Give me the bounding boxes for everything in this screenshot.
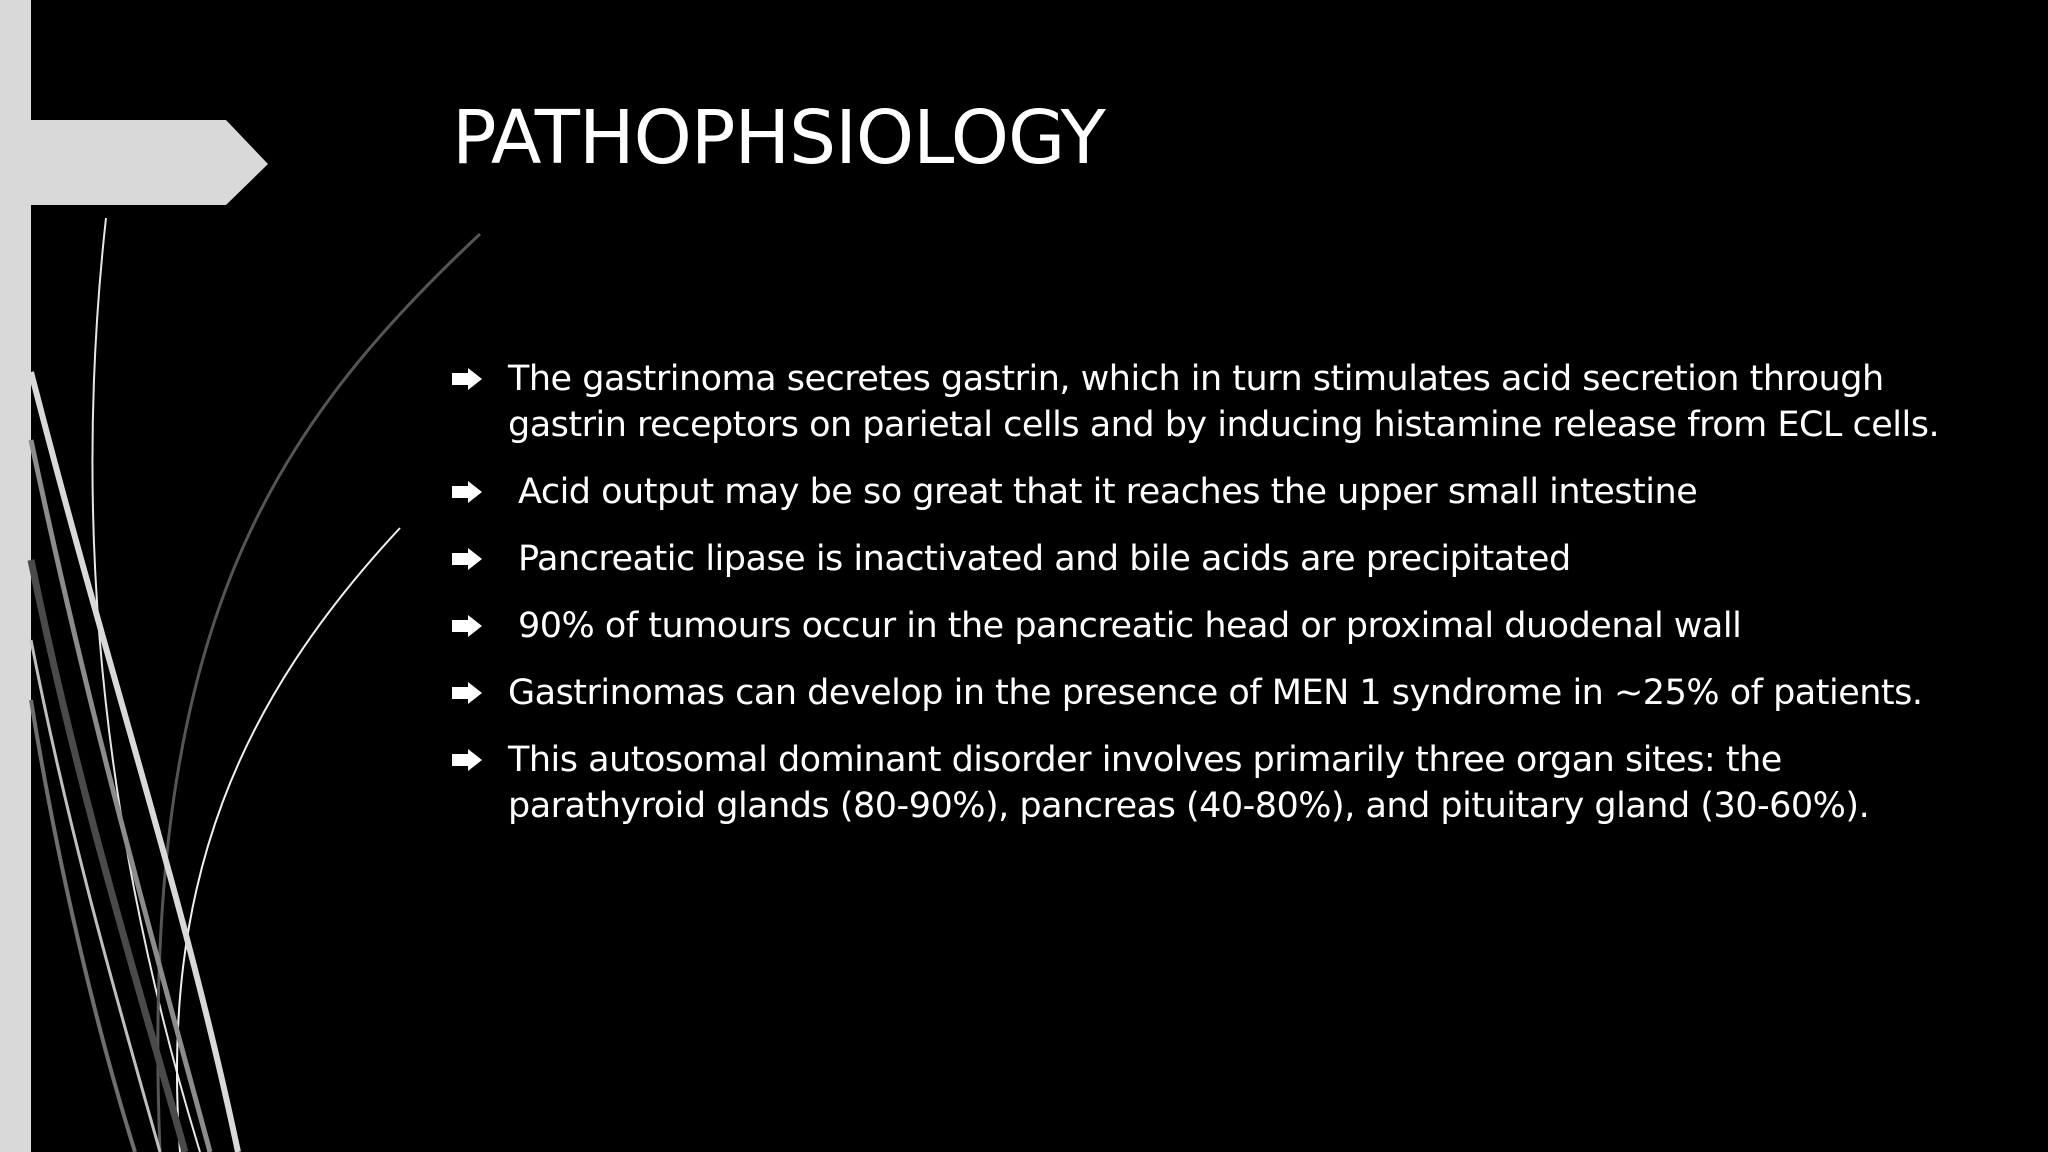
bullet-text: Acid output may be so great that it reaches the upper small intestine [518,472,1698,512]
bullet-item [452,536,1942,582]
swoosh-line [31,440,210,1152]
bullet-list [452,356,1942,850]
right-arrow-icon [452,368,482,390]
right-arrow-icon [452,615,482,637]
right-arrow-icon [452,548,482,570]
right-arrow-icon [452,481,482,503]
right-arrow-icon [452,682,482,704]
swoosh-line [177,528,400,1152]
swoosh-line [31,372,238,1152]
bullet-text: This autosomal dominant disorder involves primarily three organ sites: the parathyroid glands (80-90%), pancreas (40-80%), and pituitary gland (30-60%). [508,740,1870,826]
title-arrow-banner [31,120,268,205]
bullet-text: Gastrinomas can develop in the presence of MEN 1 syndrome in ~25% of patients. [508,673,1923,713]
bullet-item [452,670,1942,716]
bullet-item [452,603,1942,649]
bullet-item [452,737,1942,829]
bullet-item [452,356,1942,448]
slide-title: PATHOPHSIOLOGY [452,95,1105,181]
bullet-text: 90% of tumours occur in the pancreatic head or proximal duodenal wall [518,606,1742,646]
bullet-text: Pancreatic lipase is inactivated and bile acids are precipitated [518,539,1571,579]
right-arrow-icon [452,749,482,771]
bullet-text: The gastrinoma secretes gastrin, which in turn stimulates acid secretion through gastrin receptors on parietal cells and by inducing histamine release from ECL cells. [508,359,1940,445]
bullet-item [452,469,1942,515]
